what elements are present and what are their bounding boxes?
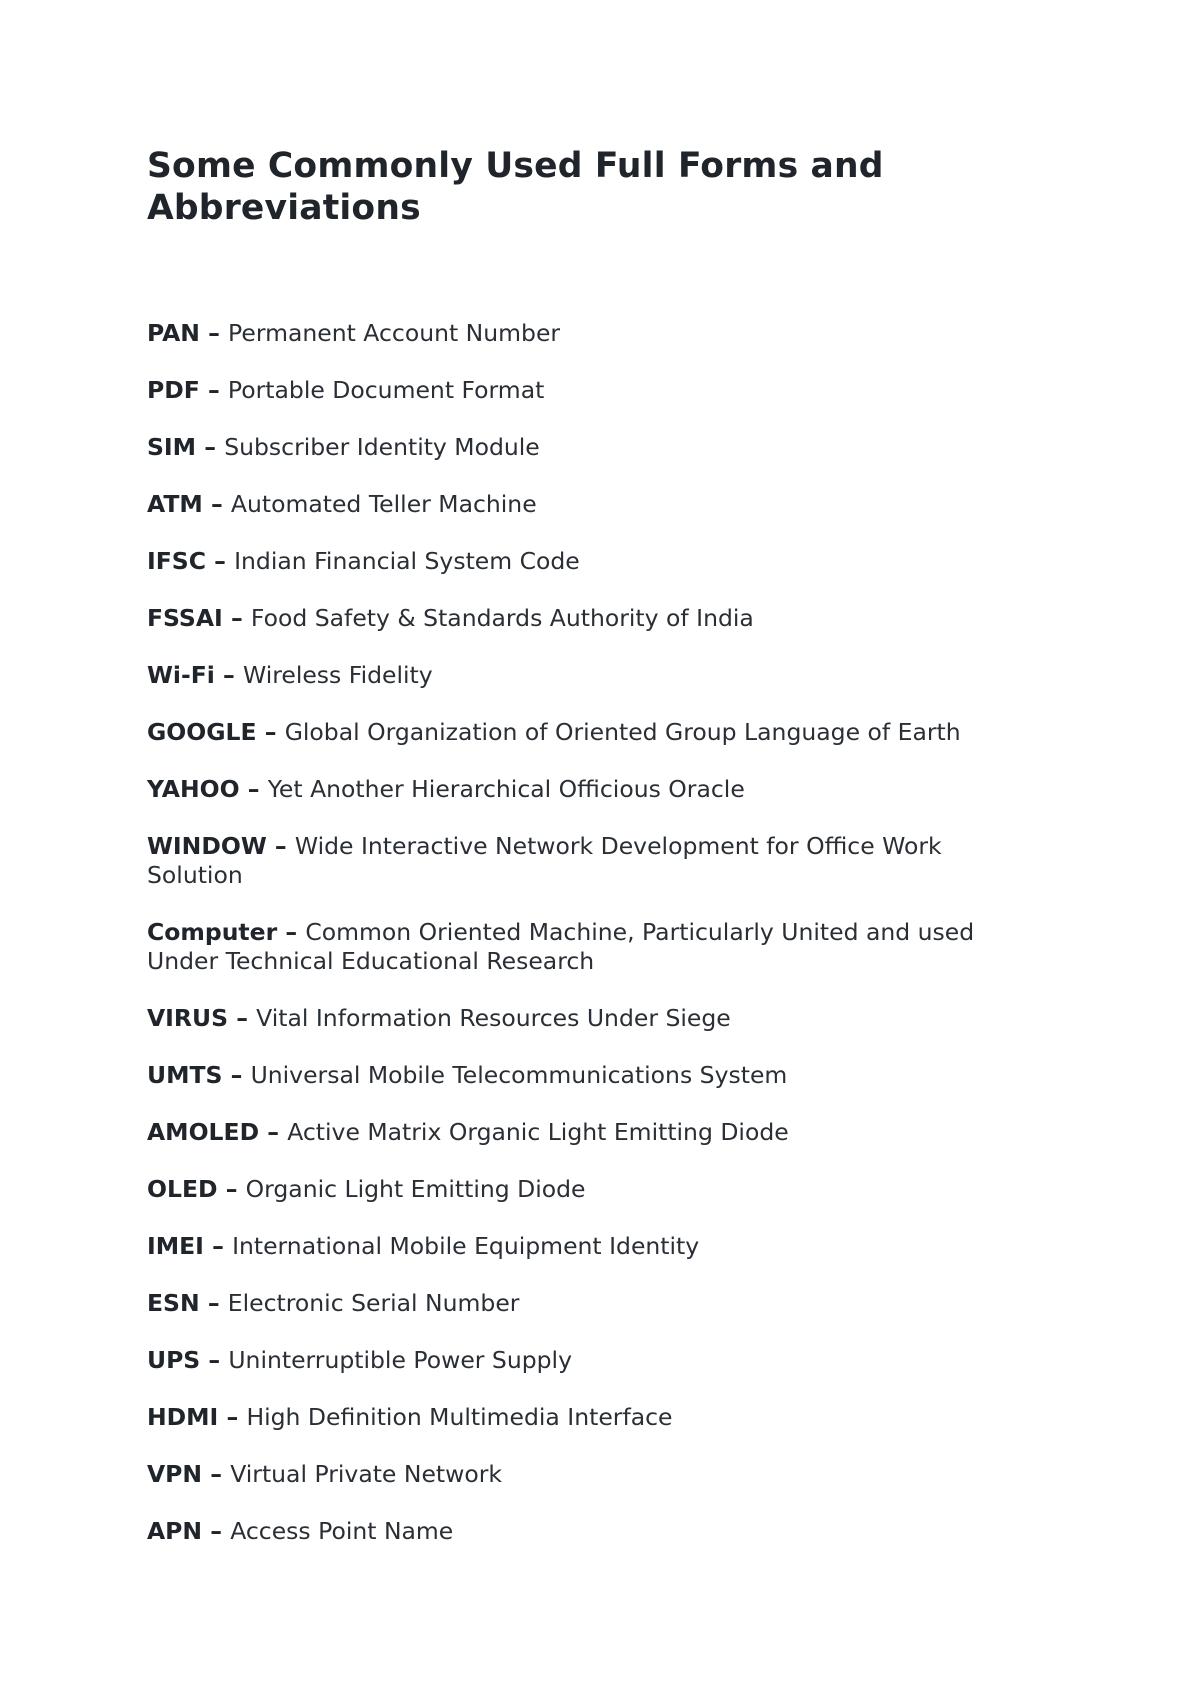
list-item-pan (147, 319, 1030, 348)
full-form: Common Oriented Machine, Particularly United and used Under Technical Educational Research (147, 918, 975, 975)
separator: – (259, 1118, 288, 1146)
list-item-imei (147, 1232, 1030, 1261)
separator: – (228, 1004, 257, 1032)
abbreviation: SIM (147, 433, 197, 461)
abbreviation: PAN (147, 319, 200, 347)
abbreviation: IFSC (147, 547, 206, 575)
full-form: Virtual Private Network (230, 1460, 502, 1488)
abbreviation: FSSAI (147, 604, 223, 632)
full-form: Global Organization of Oriented Group Language of Earth (284, 718, 961, 746)
separator: – (203, 1232, 233, 1260)
full-form: Universal Mobile Telecommunications System (250, 1061, 788, 1089)
list-item-esn (147, 1289, 1030, 1318)
abbreviation: YAHOO (147, 775, 240, 803)
separator: – (222, 604, 251, 632)
separator: – (202, 1460, 231, 1488)
list-item-atm (147, 490, 1030, 519)
abbreviation: IMEI (147, 1232, 204, 1260)
page-title: Some Commonly Used Full Forms and Abbreviations (147, 146, 884, 228)
list-item-wi-fi (147, 661, 1030, 690)
list-item-amoled (147, 1118, 1030, 1147)
abbreviation: WINDOW (147, 832, 267, 860)
list-item-hdmi (147, 1403, 1030, 1432)
full-form: Wireless Fidelity (242, 661, 433, 689)
separator: – (217, 1175, 246, 1203)
abbreviation: HDMI (147, 1403, 219, 1431)
list-item-apn (147, 1517, 1030, 1546)
list-item-yahoo (147, 775, 1030, 804)
abbreviation: AMOLED (147, 1118, 260, 1146)
abbreviation: VPN (147, 1460, 203, 1488)
list-item-umts (147, 1061, 1030, 1090)
separator: – (277, 918, 306, 946)
full-form: Subscriber Identity Module (224, 433, 540, 461)
separator: – (199, 1289, 228, 1317)
abbreviation: ESN (147, 1289, 200, 1317)
abbreviation: VIRUS (147, 1004, 229, 1032)
full-form: Portable Document Format (227, 376, 545, 404)
separator: – (218, 1403, 247, 1431)
separator: – (202, 490, 231, 518)
separator: – (222, 1061, 251, 1089)
separator: – (200, 1346, 229, 1374)
full-form: Vital Information Resources Under Siege (256, 1004, 731, 1032)
list-item-fssai (147, 604, 1030, 633)
full-form: Active Matrix Organic Light Emitting Diode (287, 1118, 789, 1146)
separator: – (199, 319, 229, 347)
list-item-ups (147, 1346, 1030, 1375)
separator: – (214, 661, 243, 689)
list-item-google (147, 718, 1030, 747)
full-form: Food Safety & Standards Authority of India (250, 604, 754, 632)
full-form: Permanent Account Number (228, 319, 561, 347)
full-form: Automated Teller Machine (230, 490, 537, 518)
abbreviation: UPS (147, 1346, 201, 1374)
abbreviation: APN (147, 1517, 203, 1545)
full-form: Indian Financial System Code (234, 547, 580, 575)
separator: – (256, 718, 285, 746)
separator: – (239, 775, 268, 803)
abbreviation: UMTS (147, 1061, 223, 1089)
separator: – (205, 547, 235, 575)
abbreviation: OLED (147, 1175, 218, 1203)
list-item-window (147, 832, 1030, 890)
list-item-sim (147, 433, 1030, 462)
separator: – (266, 832, 295, 860)
list-item-oled (147, 1175, 1030, 1204)
abbreviation: Wi-Fi (147, 661, 215, 689)
full-form: Access Point Name (230, 1517, 454, 1545)
abbreviation: PDF (147, 376, 200, 404)
list-item-vpn (147, 1460, 1030, 1489)
full-form: International Mobile Equipment Identity (232, 1232, 700, 1260)
separator: – (196, 433, 225, 461)
list-item-virus (147, 1004, 1030, 1033)
full-form: Uninterruptible Power Supply (228, 1346, 572, 1374)
full-form: Electronic Serial Number (227, 1289, 520, 1317)
list-item-ifsc (147, 547, 1030, 576)
full-form: High Definition Multimedia Interface (246, 1403, 673, 1431)
list-item-computer (147, 918, 1030, 976)
full-form: Organic Light Emitting Diode (245, 1175, 586, 1203)
full-form: Wide Interactive Network Development for Office Work Solution (147, 832, 942, 889)
abbreviation: GOOGLE (147, 718, 257, 746)
abbreviation: Computer (147, 918, 278, 946)
abbreviation-list (147, 319, 1030, 1546)
list-item-pdf (147, 376, 1030, 405)
full-form: Yet Another Hierarchical Officious Oracle (267, 775, 745, 803)
abbreviation: ATM (147, 490, 203, 518)
separator: – (202, 1517, 231, 1545)
separator: – (199, 376, 228, 404)
